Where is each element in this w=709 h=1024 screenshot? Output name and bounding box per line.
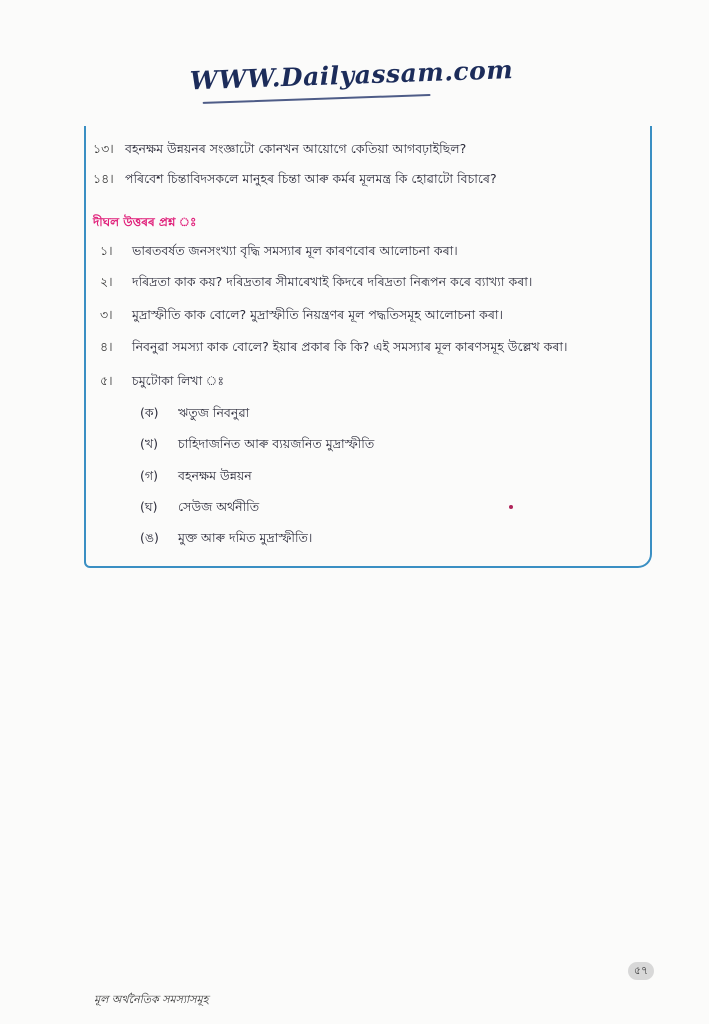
note-marker: (ঘ): [140, 499, 158, 514]
short-note-uo: [140, 530, 312, 550]
note-text: বহনক্ষম উন্নয়ন: [178, 468, 252, 483]
question-text: দৰিদ্ৰতা কাক কয়? দৰিদ্ৰতাৰ সীমাৰেখাই কিদৰে দৰিদ্ৰতা নিৰূপন কৰে ব্যাখ্যা কৰা।: [132, 274, 533, 289]
note-marker: (খ): [140, 436, 158, 451]
question-number: ১।: [100, 243, 113, 258]
website-watermark: [189, 55, 514, 107]
note-marker: (গ): [140, 468, 158, 483]
question-13: [93, 140, 466, 158]
long-question-2: [100, 273, 532, 291]
watermark-underline: [203, 94, 431, 104]
question-number: ২।: [100, 274, 113, 289]
question-text: পৰিবেশ চিন্তাবিদসকলে মানুহৰ চিন্তা আৰু কৰ্মৰ মূলমন্ত্ৰ কি হোৱাটো বিচাৰে?: [125, 171, 497, 186]
long-question-3: [100, 306, 503, 324]
short-note-ga: [140, 468, 252, 488]
question-number: ১৩।: [93, 141, 114, 156]
long-question-5: [100, 372, 224, 390]
question-text: চমুটোকা লিখা ঃ: [132, 373, 225, 388]
short-note-kha: [140, 436, 374, 456]
page-number: ৫৭: [628, 962, 654, 980]
long-question-1: [100, 242, 458, 260]
note-text: চাহিদাজনিত আৰু ব্যয়জনিত মুদ্ৰাস্ফীতি: [178, 436, 375, 451]
note-marker: (ঙ): [140, 530, 159, 545]
section-heading: দীঘল উত্তৰৰ প্ৰশ্ন ঃ: [93, 215, 197, 229]
ink-dot: [509, 505, 513, 509]
question-text: নিবনুৱা সমস্যা কাক বোলে? ইয়াৰ প্ৰকাৰ কি কি? এই সমস্যাৰ মূল কাৰণসমূহ উল্লেখ কৰা।: [132, 339, 568, 354]
question-number: ৫।: [100, 373, 113, 388]
footer-chapter-title: মূল অৰ্থনৈতিক সমস্যাসমূহ: [94, 993, 209, 1006]
long-question-4: [100, 338, 568, 356]
note-text: সেউজ অৰ্থনীতি: [178, 499, 260, 514]
note-marker: (ক): [140, 405, 159, 420]
question-text: মুদ্ৰাস্ফীতি কাক বোলে? মুদ্ৰাস্ফীতি নিয়ন্ত্ৰণৰ মূল পদ্ধতিসমূহ আলোচনা কৰা।: [132, 307, 503, 322]
short-note-gha: [140, 499, 259, 519]
question-14: [93, 170, 497, 188]
watermark-text: WWW.Dailyassam.com: [189, 55, 514, 96]
question-text: বহনক্ষম উন্নয়নৰ সংজ্ঞাটো কোনখন আয়োগে কেতিয়া আগবঢ়াইছিল?: [125, 141, 467, 156]
question-number: ৪।: [100, 339, 113, 354]
short-note-ka: [140, 405, 249, 425]
question-text: ভাৰতবৰ্ষত জনসংখ্যা বৃদ্ধি সমস্যাৰ মূল কাৰণবোৰ আলোচনা কৰা।: [132, 243, 458, 258]
question-number: ১৪।: [93, 171, 114, 186]
note-text: মুক্ত আৰু দমিত মুদ্ৰাস্ফীতি।: [178, 530, 313, 545]
question-number: ৩।: [100, 307, 113, 322]
note-text: ঋতুজ নিবনুৱা: [178, 405, 250, 420]
